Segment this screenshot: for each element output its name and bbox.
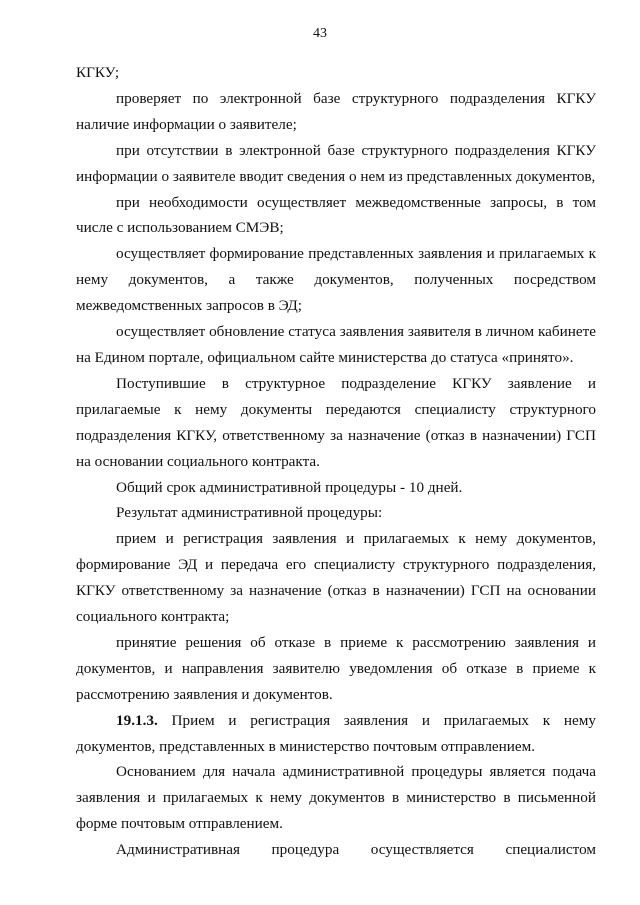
paragraph: принятие решения об отказе в приеме к рассмотрению заявления и документов, и направления заявителю уведомления об отказе в приеме к рассмотрению заявления и документов. <box>76 633 596 703</box>
paragraph: КГКУ; <box>76 64 120 81</box>
section-heading-text: Прием и регистрация заявления и прилагаемых к нему документов, представленных в министерство почтовым отправлением. <box>76 711 596 755</box>
paragraph: Поступившие в структурное подразделение КГКУ заявление и прилагаемые к нему документы передаются специалисту структурного подразделения КГКУ, ответственному за назначение (отказ в назначении) ГСП на основании социального контракта. <box>76 374 596 470</box>
paragraph: при необходимости осуществляет межведомственные запросы, в том числе с использованием СМЭВ; <box>76 193 596 237</box>
document-body <box>76 60 596 863</box>
section-number: 19.1.3. <box>116 711 158 729</box>
paragraph: проверяет по электронной базе структурного подразделения КГКУ наличие информации о заявителе; <box>76 89 596 133</box>
paragraph: Основанием для начала административной процедуры является подача заявления и прилагаемых к нему документов в министерство в письменной форме почтовым отправлением. <box>76 763 596 833</box>
paragraph: Административная процедура осуществляется специалистом <box>116 841 596 859</box>
paragraph: осуществляет формирование представленных заявления и прилагаемых к нему документов, а также документов, полученных посредством межведомственных запросов в ЭД; <box>76 245 596 315</box>
paragraph: осуществляет обновление статуса заявления заявителя в личном кабинете на Едином портале, официальном сайте министерства до статуса «принято». <box>76 323 596 366</box>
paragraph: Общий срок административной процедуры - 10 дней. <box>116 478 463 496</box>
page-number: 43 <box>313 26 327 41</box>
paragraph: при отсутствии в электронной базе структурного подразделения КГКУ информации о заявителе вводит сведения о нем из представленных документов, <box>76 141 596 185</box>
paragraph: Результат административной процедуры: <box>116 504 383 522</box>
paragraph: прием и регистрация заявления и прилагаемых к нему документов, формирование ЭД и передача его специалисту структурного подразделения, КГКУ ответственному за назначение (отказ в назначении) ГСП на основании социального контракта; <box>76 530 596 626</box>
section-paragraph <box>76 708 596 760</box>
